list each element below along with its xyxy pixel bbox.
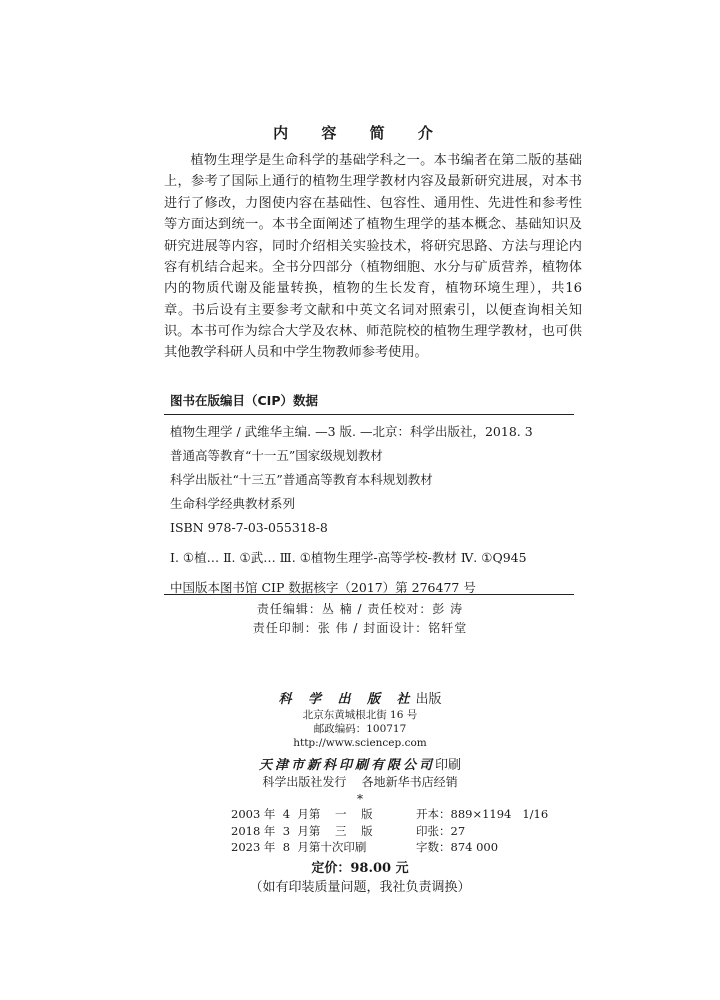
cip-heading: 图书在版编目（CIP）数据 <box>170 393 318 408</box>
printer-suffix: 印刷 <box>435 758 462 773</box>
cip-top-rule <box>164 414 574 415</box>
printer-line <box>0 754 720 773</box>
cip-block <box>170 420 574 600</box>
cip-line-title: 植物生理学 / 武维华主编. —3 版. —北京：科学出版社，2018. 3 <box>170 424 533 439</box>
cip-line-series-1: 普通高等教育“十一五”国家级规划教材 <box>170 448 383 463</box>
cip-record: 中国版本图书馆 CIP 数据核字（2017）第 276477 号 <box>170 580 476 595</box>
quality-note: （如有印装质量问题，我社负责调换） <box>249 880 471 895</box>
publisher-name: 科 学 出 版 社 <box>278 692 416 707</box>
edition-row <box>231 806 548 823</box>
cip-classification: Ⅰ. ①植… Ⅱ. ①武… Ⅲ. ①植物生理学-高等学校-教材 Ⅳ. ①Q945 <box>170 550 527 565</box>
edition-spec: 印张：27 <box>416 823 466 838</box>
cip-line-isbn: ISBN 978-7-03-055318-8 <box>170 520 328 535</box>
cip-line-series-2: 科学出版社“十三五”普通高等教育本科规划教材 <box>170 472 433 487</box>
edition-spec: 字数：874 000 <box>416 840 499 854</box>
edition-date: 2018 年 3 月第 三 版 <box>231 823 373 838</box>
price: 定价：98.00 元 <box>311 861 409 876</box>
distribution-line: 科学出版社发行 各地新华书店经销 <box>262 775 458 789</box>
cip-bottom-rule <box>164 594 574 595</box>
printer-name: 天津市新科印刷有限公司 <box>258 758 435 773</box>
edition-row <box>231 823 548 840</box>
separator-star: * <box>357 792 363 806</box>
publisher-postcode: 邮政编码：100717 <box>313 723 407 735</box>
edition-table <box>231 806 548 856</box>
publisher-address: 北京东黄城根北街 16 号 <box>302 709 418 721</box>
intro-paragraph-2: 本书可作为综合大学及农林、师范院校的植物生理学教材，也可供其他教学科研人员和中学生物教师参考使用。 <box>164 324 582 361</box>
intro-paragraph-1: 植物生理学是生命科学的基础学科之一。本书编者在第二版的基础上，参考了国际上通行的植物生理学教材内容及最新研究进展，对本书进行了修改，力图使内容在基础性、包容性、通用性、先进性和参考性等方面达到统一。本书全面阐述了植物生理学的基本概念、基础知识及研究进展等内容，同时介绍相关实验技术，将研究思路、方法与理论内容有机结合起来。全书分四部分（植物细胞、水分与矿质营养，植物体内的物质代谢及能量转换，植物的生长发育，植物环境生理），共16章。书后设有主要参考文献和中英文名词对照索引，以便查询相关知识。 <box>164 153 582 340</box>
cip-line-series-3: 生命科学经典教材系列 <box>170 496 296 511</box>
edition-spec: 开本：889×1194 1/16 <box>416 807 549 821</box>
publisher-url: http://www.sciencep.com <box>293 737 427 749</box>
edition-date: 2023 年 8 月第十次印刷 <box>231 840 367 854</box>
edition-row <box>231 839 548 856</box>
edition-date: 2003 年 4 月第 一 版 <box>231 807 373 821</box>
publisher-line <box>0 688 720 707</box>
staff-line-editors: 责任编辑：丛 楠 / 责任校对：彭 涛 <box>256 602 464 616</box>
publisher-suffix: 出版 <box>415 692 442 707</box>
staff-line-production: 责任印制：张 伟 / 封面设计：铭轩堂 <box>252 621 468 635</box>
page-title: 内 容 简 介 <box>273 124 447 142</box>
